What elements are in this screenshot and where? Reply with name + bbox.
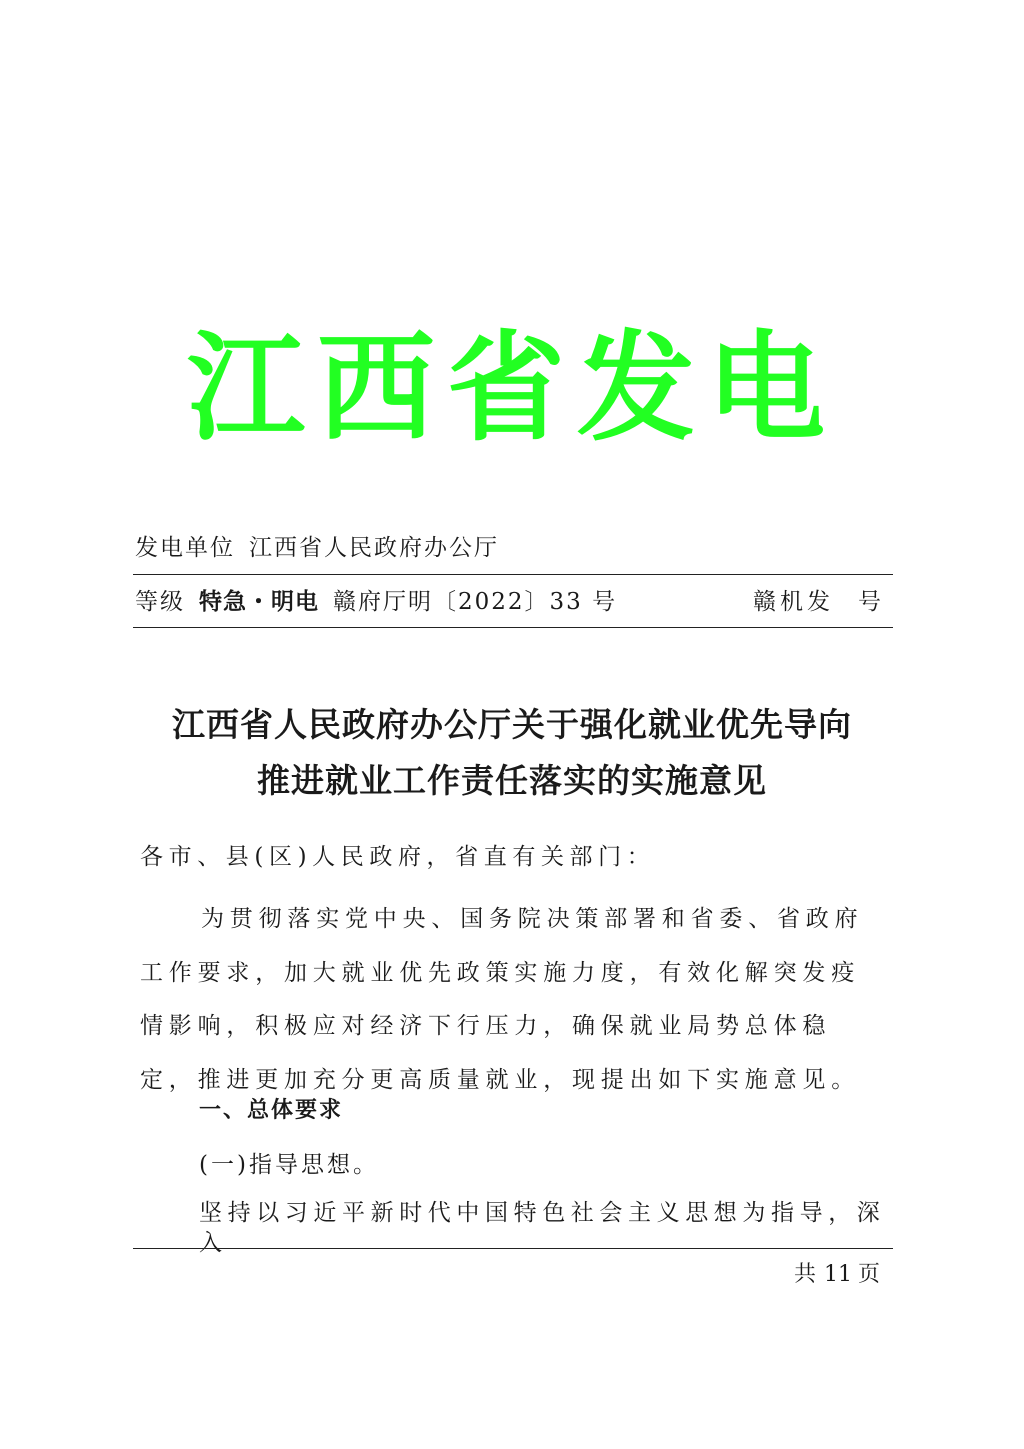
paragraph-intro: 为贯彻落实党中央、国务院决策部署和省委、省政府工作要求，加大就业优先政策实施力度，有效化解突发疫情影响，积极应对经济下行压力，确保就业局势总体稳定，推进更加充分更高质量就业，现提出如下实施意见。 bbox=[140, 906, 864, 1093]
page-count-number: 11 bbox=[823, 1262, 852, 1287]
footer-divider bbox=[133, 1248, 893, 1249]
machine-prefix: 赣机发 bbox=[753, 589, 834, 615]
paragraph-guiding-thought: 坚持以习近平新时代中国特色社会主义思想为指导，深入 bbox=[199, 1200, 886, 1256]
page-count-prefix: 共 bbox=[793, 1262, 818, 1287]
document-title-line-1: 江西省人民政府办公厅关于强化就业优先导向 bbox=[172, 705, 852, 744]
machine-number bbox=[753, 582, 885, 622]
section-heading: 一、总体要求 bbox=[199, 1098, 344, 1123]
masthead-title: 江西省发电 bbox=[186, 318, 837, 457]
document-title-line-2: 推进就业工作责任落实的实施意见 bbox=[257, 761, 767, 800]
addressee: 各市、县(区)人民政府，省直有关部门： bbox=[140, 844, 656, 870]
header-divider-top bbox=[133, 574, 893, 575]
sender-value: 江西省人民政府办公厅 bbox=[249, 535, 499, 561]
header-divider-bottom bbox=[133, 627, 893, 628]
sender-label: 发电单位 bbox=[135, 535, 235, 561]
subsection-heading: (一)指导思想。 bbox=[199, 1152, 379, 1178]
grade-line bbox=[135, 582, 895, 622]
grade-label: 等级 bbox=[135, 589, 185, 615]
sender-line bbox=[135, 528, 499, 568]
page-count bbox=[794, 1260, 882, 1290]
machine-suffix: 号 bbox=[858, 589, 885, 615]
grade-level: 特急・明电 bbox=[199, 589, 319, 615]
doc-number: 赣府厅明〔2022〕33 号 bbox=[333, 589, 618, 615]
page-count-suffix: 页 bbox=[857, 1262, 882, 1287]
